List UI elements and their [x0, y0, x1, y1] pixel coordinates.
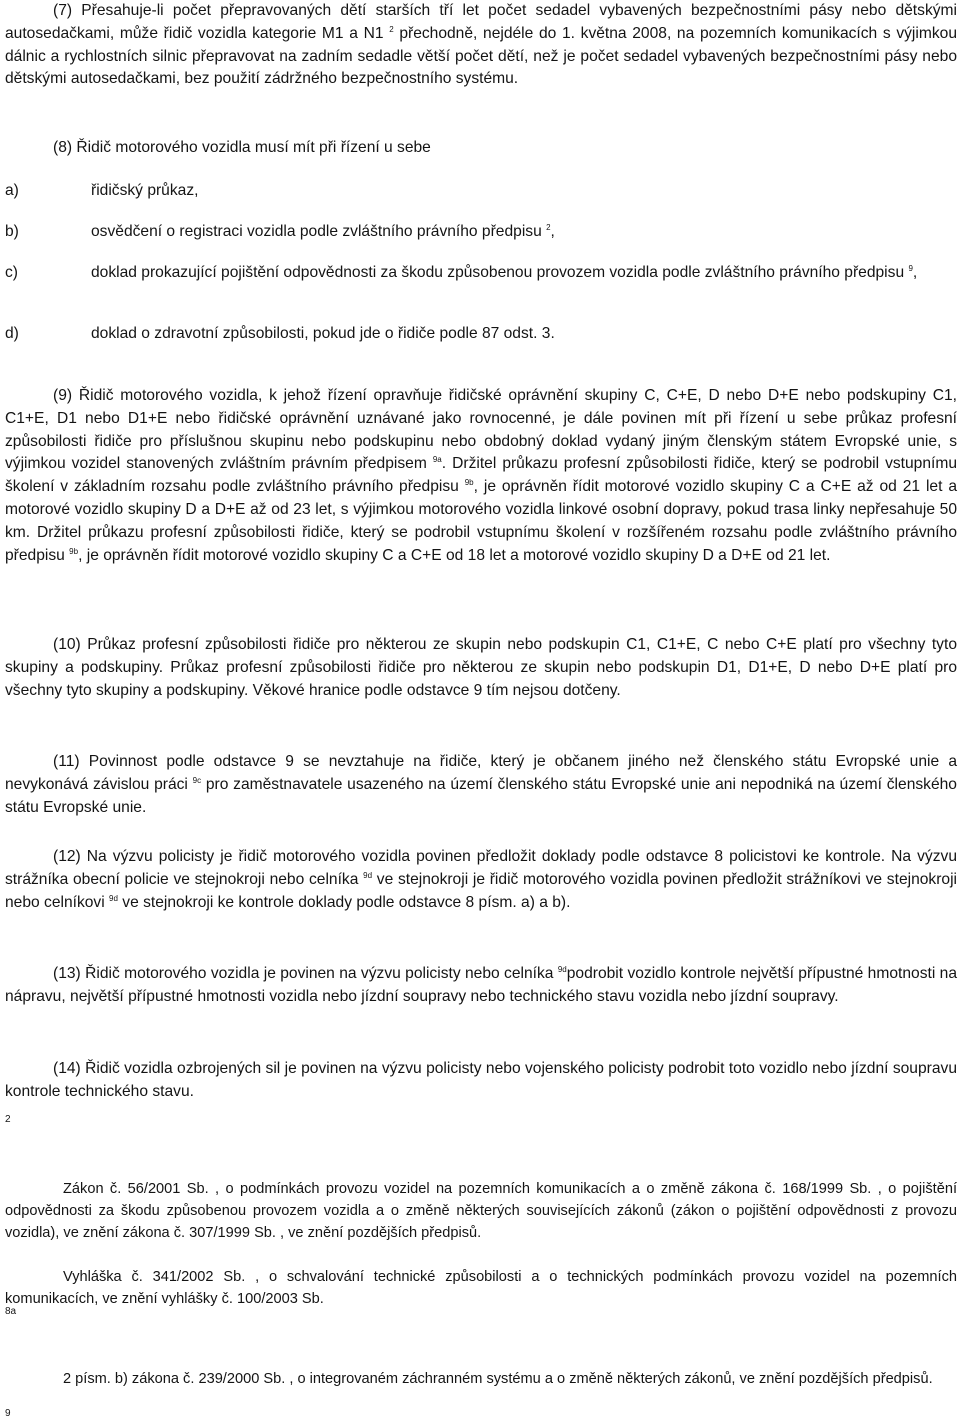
footnote-ref: 9c	[192, 775, 202, 785]
footnote-3: Vyhláška č. 341/2002 Sb. , o schvalování technické způsobilosti a o technických podmínkách provozu vozidel na pozemních komunikacích, ve znění vyhlášky č. 100/2003 Sb.	[5, 1268, 957, 1307]
list-item-c: c) doklad prokazující pojištění odpovědnosti za škodu způsobenou provozem vozidla podle zvláštního právního předpisu $^9$,	[5, 262, 957, 308]
paragraph-10: (10) Průkaz profesní způsobilosti řidiče pro některou ze skupin nebo podskupin C1, C1+E, C nebo C+E platí pro všechny tyto skupiny a podskupiny. Průkaz profesní způsobilosti řidiče pro některou ze skupin nebo podskupin D1, D1+E, D nebo D+E platí pro všechny tyto skupiny a podskupiny. Věkové hranice podle odstavce 9 tím nejsou dotčeny.	[5, 636, 957, 699]
list-label: c)	[5, 264, 18, 281]
footnote-ref: 9b	[69, 546, 79, 556]
paragraph-14: (14) Řidič vozidla ozbrojených sil je povinen na výzvu policisty nebo vojenského policisty podrobit toto vozidlo nebo jízdní soupravu kontrole technického stavu.	[5, 1060, 957, 1100]
list-text: doklad o zdravotní způsobilosti, pokud jde o řidiče podle 87 odst. 3.	[91, 325, 555, 342]
list-label: b)	[5, 223, 19, 240]
paragraph-9: (9) Řidič motorového vozidla, k jehož řízení opravňuje řidičské oprávnění skupiny C, C+E, D nebo D+E nebo podskupiny C1, C1+E, D1 nebo D1+E nebo řidičské oprávnění uznávané jako rovnocenné, je dále povinen mít při řízení u sebe průkaz profesní způsobilosti řidiče pro příslušnou skupinu nebo podskupinu nebo obdobný doklad vydaný jiným členským státem Evropské unie, s výjimkou vozidel stanovených zvláštním právním předpisem $^{9a}$. Držitel průkazu profesní způsobilosti řidiče, který se podrobil vstupnímu školení v základním rozsahu podle zvláštního právního předpisu $^{9b}$, je oprávněn řídit motorové vozidlo skupiny C a C+E až od 21 let a motorové vozidlo skupiny D a D+E až od 23 let, s výjimkou motorového vozidla linkové osobní dopravy, pokud trasa linky nepřesahuje 50 km. Držitel průkazu profesní způsobilosti řidiče, který se podrobil vstupnímu školení v rozšířeném rozsahu podle zvláštního právního předpisu $^{9b}$, je oprávněn řídit motorové vozidlo skupiny C a C+E od 18 let a motorové vozidlo skupiny D a D+E od 21 let.	[5, 387, 958, 564]
paragraph-13: (13) Řidič motorového vozidla je povinen na výzvu policisty nebo celníka $^{9d}$podrobit vozidlo kontrole největší přípustné hmotnosti na nápravu, největší přípustné hmotnosti vozidla nebo jízdní soupravy nebo technického stavu vozidla nebo jízdní soupravy.	[5, 965, 957, 1005]
footnote-number: 2	[5, 1114, 11, 1125]
list-item-a	[5, 180, 957, 203]
footnote-ref: 9b	[464, 478, 474, 488]
footnote-ref: 2	[389, 24, 394, 34]
footnote-ref: 9a	[432, 455, 442, 465]
paragraph-12: (12) Na výzvu policisty je řidič motorového vozidla povinen předložit doklady podle odstavce 8 policistovi ke kontrole. Na výzvu strážníka obecní policie ve stejnokroji nebo celníka $^{9d}$ ve stejnokroji je řidič motorového vozidla povinen předložit strážníkovi ve stejnokroji nebo celníkovi $^{9d}$ ve stejnokroji ke kontrole doklady podle odstavce 8 písm. a) a b).	[5, 848, 958, 911]
footnote-2: Zákon č. 56/2001 Sb. , o podmínkách provozu vozidel na pozemních komunikacích a o změně zákona č. 168/1999 Sb. , o pojištění odpovědnosti za škodu způsobenou provozem vozidla a o změně některých souvisejících zákonů (zákon o pojištění odpovědnosti z provozu vozidla), ve znění zákona č. 307/1999 Sb. , ve znění pozdějších předpisů.	[5, 1180, 957, 1241]
list-item-b: b) osvědčení o registraci vozidla podle zvláštního právního předpisu $^2$,	[5, 221, 957, 244]
paragraph-7: (7) Přesahuje-li počet přepravovaných dětí starších tří let počet sedadel vybavených bezpečnostními pásy nebo dětskými autosedačkami, může řidič vozidla kategorie M1 a N1 $^2$ přechodně, nejdéle do 1. května 2008, na pozemních komunikacích s výjimkou dálnic a rychlostních silnic přepravovat na zadním sedadle větší počet dětí, než je počet sedadel vybavených bezpečnostními pásy nebo dětskými autosedačkami, bez použití zádržného bezpečnostního systému.	[5, 2, 957, 88]
footnote-ref: 2	[546, 223, 551, 232]
list-label: d)	[5, 325, 19, 342]
list-text: doklad prokazující pojištění odpovědnosti za škodu způsobenou provozem vozidla podle zvláštního právního předpisu	[91, 264, 905, 281]
paragraph-11: (11) Povinnost podle odstavce 9 se nevztahuje na řidiče, který je občanem jiného než členského státu Evropské unie a nevykonává závislou práci $^{9c}$ pro zaměstnavatele usazeného na území členského státu Evropské unie ani nepodniká na území členského státu Evropské unie.	[5, 753, 957, 816]
footnote-ref: 9	[908, 264, 913, 273]
list-item-d	[5, 323, 957, 346]
list-text: osvědčení o registraci vozidla podle zvláštního právního předpisu	[91, 223, 542, 240]
list-text: řidičský průkaz,	[91, 182, 199, 199]
list-label: a)	[5, 182, 19, 199]
footnote-number: 8a	[5, 1306, 17, 1317]
paragraph-8-intro: (8) Řidič motorového vozidla musí mít při řízení u sebe	[53, 139, 431, 156]
footnote-number: 9	[5, 1408, 11, 1419]
footnote-8a: 2 písm. b) zákona č. 239/2000 Sb. , o integrovaném záchranném systému a o změně některých zákonů, ve znění pozdějších předpisů.	[63, 1370, 933, 1387]
footnote-ref: 9d	[109, 893, 118, 903]
footnote-ref: 9d	[363, 870, 373, 880]
footnote-ref: 9d	[557, 965, 567, 974]
